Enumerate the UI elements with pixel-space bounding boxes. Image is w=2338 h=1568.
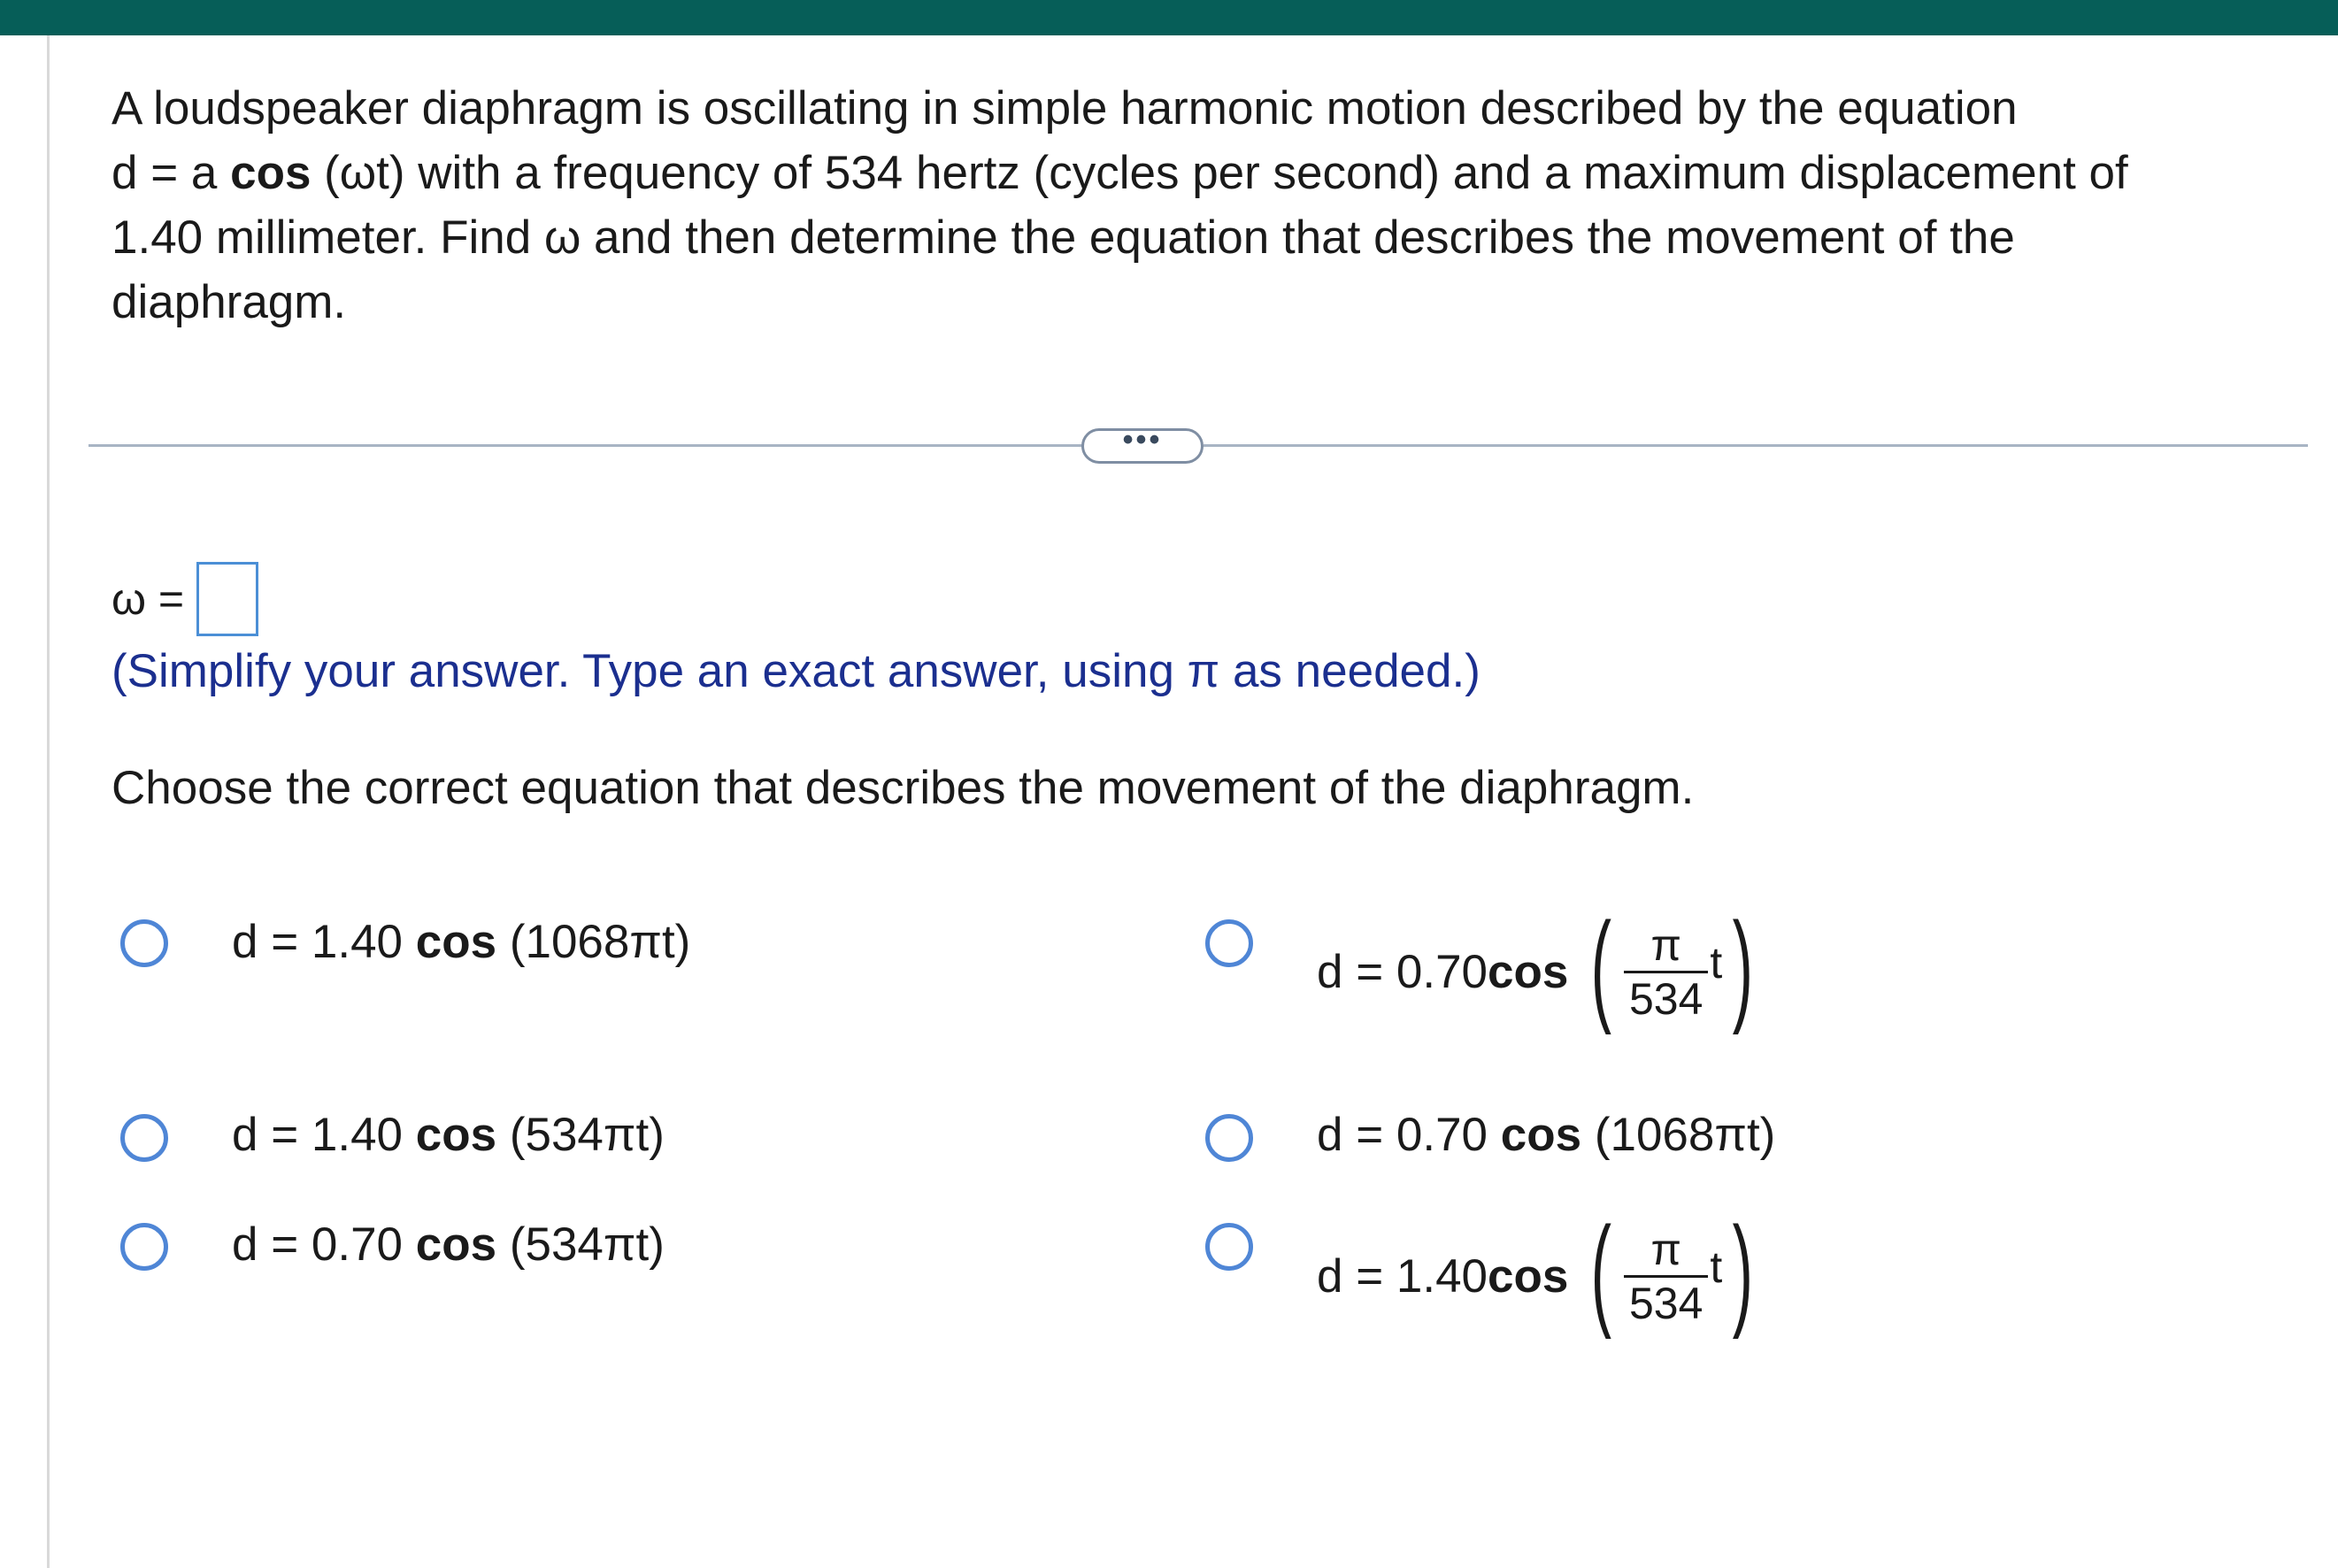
option-c-prefix: d = 1.40 — [232, 1109, 416, 1161]
left-border — [47, 35, 50, 1568]
left-paren: ( — [1591, 1201, 1612, 1340]
time-variable: t — [1710, 938, 1723, 988]
omega-answer-input[interactable] — [196, 562, 258, 636]
question-text — [112, 76, 2306, 334]
fraction-numerator: π — [1650, 919, 1681, 970]
option-f-prefix: d = 1.40 — [1317, 1249, 1488, 1303]
cos-keyword: cos — [230, 147, 311, 199]
fraction-numerator: π — [1650, 1224, 1681, 1274]
radio-option-f[interactable] — [1205, 1223, 1253, 1271]
radio-option-a[interactable] — [120, 919, 168, 967]
option-d-cos: cos — [1500, 1109, 1582, 1161]
option-b-fraction — [1624, 919, 1708, 1025]
radio-option-c[interactable] — [120, 1114, 168, 1162]
omega-answer-row — [112, 559, 258, 639]
question-line-3: 1.40 millimeter. Find ω and then determine the equation that describes the movement of the — [112, 211, 2015, 264]
option-c-suffix: (534πt) — [496, 1109, 665, 1161]
option-e-prefix: d = 0.70 — [232, 1218, 416, 1271]
option-b-label — [1317, 896, 1764, 1035]
right-paren: ) — [1732, 896, 1754, 1035]
option-a-cos: cos — [415, 916, 497, 968]
time-variable: t — [1710, 1242, 1723, 1292]
option-c-label — [232, 1104, 665, 1166]
separator-right — [1204, 444, 2308, 447]
option-a-suffix: (1068πt) — [496, 916, 691, 968]
question-line-2 — [112, 141, 2306, 205]
option-d-prefix: d = 0.70 — [1317, 1109, 1501, 1161]
option-e-label — [232, 1214, 665, 1276]
option-a-label — [232, 911, 690, 973]
option-f-cos: cos — [1488, 1249, 1569, 1303]
fraction-denominator: 534 — [1624, 1275, 1708, 1329]
radio-option-d[interactable] — [1205, 1114, 1253, 1162]
radio-option-e[interactable] — [120, 1223, 168, 1271]
option-f-label — [1317, 1201, 1764, 1340]
top-bar — [0, 0, 2338, 35]
fraction-denominator: 534 — [1624, 971, 1708, 1025]
omega-label: ω = — [112, 574, 185, 624]
right-paren: ) — [1732, 1201, 1754, 1340]
option-d-label — [1317, 1104, 1775, 1166]
choice-prompt: Choose the correct equation that describes the movement of the diaphragm. — [112, 762, 1695, 814]
left-paren: ( — [1591, 896, 1612, 1035]
option-b-prefix: d = 0.70 — [1317, 945, 1488, 998]
radio-option-b[interactable] — [1205, 919, 1253, 967]
option-e-suffix: (534πt) — [496, 1218, 665, 1271]
question-line-1: A loudspeaker diaphragm is oscillating in simple harmonic motion described by the equation — [112, 82, 2018, 135]
option-c-cos: cos — [415, 1109, 497, 1161]
separator-left — [88, 444, 1084, 447]
option-f-fraction — [1624, 1224, 1708, 1329]
option-a-prefix: d = 1.40 — [232, 916, 416, 968]
answer-hint: (Simplify your answer. Type an exact answer, using π as needed.) — [112, 645, 1480, 697]
question-line-4: diaphragm. — [112, 276, 347, 328]
option-b-cos: cos — [1488, 945, 1569, 998]
option-d-suffix: (1068πt) — [1581, 1109, 1776, 1161]
option-e-cos: cos — [415, 1218, 497, 1271]
equation-prefix: d = a — [112, 147, 231, 199]
show-more-button[interactable]: ••• — [1081, 428, 1204, 464]
equation-suffix: (ωt) with a frequency of 534 hertz (cycles per second) and a maximum displacement of — [311, 147, 2128, 199]
